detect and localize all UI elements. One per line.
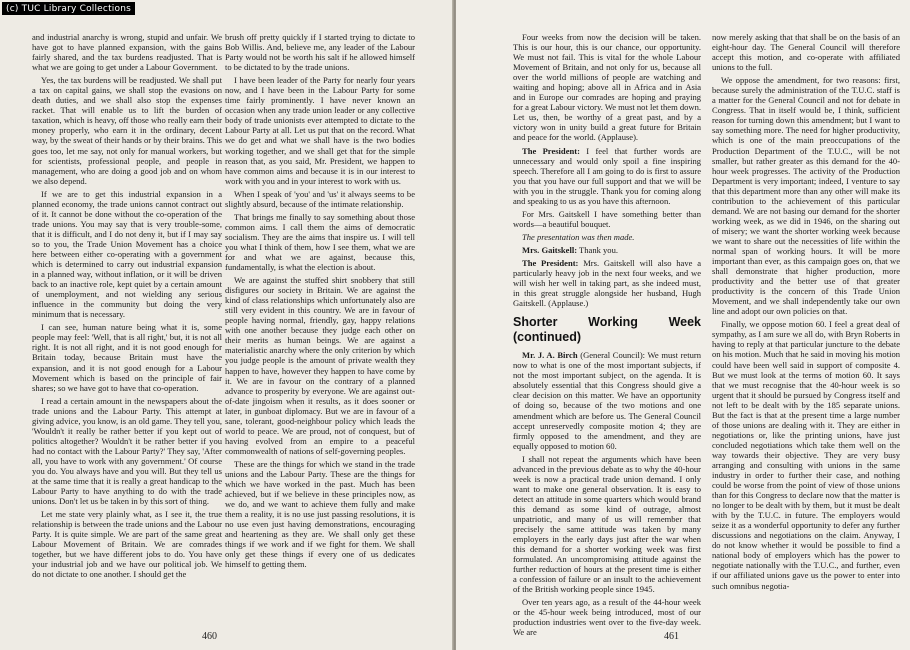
- copyright-watermark: (c) TUC Library Collections: [2, 2, 135, 15]
- speaker-name: Mr. J. A. Birch: [522, 350, 578, 361]
- paragraph: and industrial anarchy is wrong, stupid and unfair. We have got to have planned expansion, with the gains fairly shared, and the tax burdens readjusted. That is what we are going to get under a Labour Government.: [32, 32, 222, 73]
- right-page: [456, 0, 910, 650]
- speaker-name: The President:: [522, 257, 579, 268]
- paragraph: When I speak of 'you' and 'us' it always seems to be slightly absurd, because of the intimate relationship.: [225, 188, 415, 209]
- page-number-left: 460: [202, 631, 217, 642]
- paragraph: [513, 350, 701, 450]
- section-heading: Shorter Working Week (continued): [513, 315, 701, 345]
- paragraph: [513, 245, 701, 255]
- paragraph: now merely asking that that shall be on the basis of an eight-hour day. The General Council will therefore accept this motion, and co-operate with affiliated unions to the full.: [712, 32, 900, 73]
- paragraph: That brings me finally to say something about those common aims. I call them the aims of democratic socialism. They are the aims that inspire us. I will tell you what I think of them, how I see them, what we are for and what we are against, because this, fundamentally, is what the election is about.: [225, 211, 415, 273]
- left-page-column-1: [32, 32, 222, 628]
- paragraph: I shall not repeat the arguments which have been advanced in the previous debate as to why the 40-hour week is now a practical trade union demand. I only want to make one general observation. It is easy to detect an attitude in some quarters which would brand this demand as some kind of outrage, almost unpatriotic, and many of us will remember that precisely the same attitude was taken by many employers in the early days just after the war when this demand for a shorter working week was first formulated. An uncompromising attitude against the further reduction of hours at the present time is either a confession of failure or an insult to the achievement of the British working people since 1945.: [513, 453, 701, 595]
- page-number-right: 461: [664, 631, 679, 642]
- paragraph: [513, 258, 701, 308]
- paragraph: Finally, we oppose motion 60. I feel a great deal of sympathy, as I am sure we all do, with Bryn Roberts in having to reply at that particular juncture to the debate on his motion. Much that he said in moving his motion could have been well said in support of composite 4. But we must look at the terms of motion 60. It says that we must recognise that the 40-hour week is so urgent that it should be pursued by Congress itself and not left to be dealt with by the 185 separate unions. But the fact is that at the present time a large number of those unions are dealing with it. They are either in negotiations or, like the printing unions, have just concluded negotiations which take them well on the way towards their objective. They are very busy arranging and consulting with unions in the same industry in order to further their case, and nothing could be worse from the point of view of those unions than for this Congress to declare now that the matter is no longer to be dealt with by them, but it must be dealt with by the T.U.C. in future. The employers would seize it as a wonderful opportunity to defer any further discussions and negotiations on the claim. Anyway, I do not know whether it would be possible to find a national body of employers which has the power to negotiate nationally with the T.U.C., and further, even if our affiliated unions gave us the power to enter into such omnibus negotia-: [712, 319, 900, 591]
- paragraph: These are the things for which we stand in the trade unions and the Labour Party. These are the things for which we have worked in the past. Much has been achieved, but if we believe in these principles now, as we do, and we want to achieve them fully and make them a reality, it is no use just passing resolutions, it is no use even just having demonstrations, encouraging and heartening as they are. We shall only get these things if we work and if we fight for them. We shall only get these things if every one of us dedicates himself to getting them.: [225, 458, 415, 570]
- paragraph: We oppose the amendment, for two reasons: first, because surely the administration of the T.U.C. staff is a matter for the General Council and not for debate in Congress. That in itself would be, I think, sufficient reason for turning down this amendment; but I want to say something more. The need for higher productivity, which is one of the main preoccupations of the Production Department of the T.U.C., will be not smaller, but rather greater as this demand for the 40-hour week progresses. The activity of the Production Department is very important; indeed, I venture to say that this department more than any other will make its contribution to the achievement of this particular demand. We are not basing our demand for the shorter working week, as we did in 1946, on the sharing out of misery; we want the shorter working week because we want to share out the necessities of life within the normal span of working hours. It will be more important than ever, as this campaign goes on, that we shall demonstrate that higher production, more productivity and the better use of that greater productivity is the concern of this Trade Union Movement, and we shall independently take our own line and adopt our own policies on that.: [712, 75, 900, 317]
- paragraph: I have been leader of the Party for nearly four years now, and I have been in the Labour Party for some time fairly prominently. I have never known an occasion when any trade union leader or any collective body of trade unionists ever attempted to dictate to the Labour Party at all. Let us put that on the record. What we do get and what we shall have is the two bodies working together, and we shall get that for the simple reason that, as you said, Mr. President, we happen to have common aims and because it is in our interest to work with you and in your interest to work with us.: [225, 75, 415, 186]
- speech-text: I feel that further words are unnecessary and would only spoil a fine inspiring speech. Therefore all I am going to do is first to assure you that you have our full support and that we will be with you in the struggle. Thank you for coming along and speaking to us as you have this afternoon.: [513, 145, 701, 206]
- speech-text: Mrs. Gaitskell will also have a particularly heavy job in the next four weeks, and we will wish her well in taking part, as she indeed must, in this great struggle alongside her husband, Hugh Gaitskell. (Applause.): [513, 257, 702, 309]
- left-page: [0, 0, 454, 650]
- paragraph: Let me state very plainly what, as I see it, the true relationship is between the trade unions and the Labour Party. It is quite simple. We are part of the same great Labour Movement of Britain. We are comrades together, but we have different jobs to do. You have your industrial job and we have our political job. We do not dictate to one another. I should get the: [32, 509, 222, 580]
- paragraph: I read a certain amount in the newspapers about the trade unions and the Labour Party. This attempt at giving advice, you know, is an old game. They tell you, 'Wouldn't it really be rather better if you kept out of politics altogether? Wouldn't it be rather better if you had no contact with the Labour Party?' They say, 'After all, you have to work with any government.' Of course you do. You always have and you will. But they tell us at the same time that it is really a great handicap to the Labour Party to have anything to do with the trade unions. Don't let us be taken in by this sort of thing.: [32, 395, 222, 507]
- paragraph: Yes, the tax burdens will be readjusted. We shall put a tax on capital gains, we shall stop the evasions on death duties, and we shall also stop the expenses racket. That will enable us to lift the burden of taxation, which is heavy, off those who really earn their money properly, who earn it in the ordinary, decent way, by the sweat of their hands or by their brains. This goes too, let me say, not only for manual workers, but for scientists, professional people, and people in management, who are doing a good job and on whom we also depend.: [32, 75, 222, 186]
- right-page-column-2: [712, 32, 900, 628]
- speaker-name: Mrs. Gaitskell:: [522, 244, 578, 255]
- speech-text: (General Council): We must return now to what is one of the most important subjects, if not the most important subject, on the agenda. It is absolutely essential that this Congress should give a clear decision on this matter. We have an opportunity of doing so, because of the two motions and one amendment which are before us. The General Council accept unreservedly composite motion 4; they are firmly opposed to the amendment, and they are equally opposed to motion 60.: [513, 350, 701, 451]
- paragraph: For Mrs. Gaitskell I have something better than words—a beautiful bouquet.: [513, 208, 701, 229]
- paragraph: I can see, human nature being what it is, some people may feel: 'Well, that is all right,' but, it is not all right. It is not all right, and it is not good enough for Britain today, because Britain must have the expansion, and it is not good enough for a Labour Movement which is based on the principle of fair shares; so we have got to have that co-operation.: [32, 322, 222, 393]
- paragraph: If we are to get this industrial expansion in a planned economy, the trade unions cannot contract out of it. It cannot be done without the co-operation of the trade unions. You may say that is very trouble-some, that it is difficult, and I do not deny it, but if I may say so to you, the Trade Union Movement has a choice here between either co-operating with a government which is determined to carry out industrial expansion in a planned way, without inflation, or it will be driven back to an inactive role, kept quiet by a certain amount of unemployment, and not wielding any serious influence in the community but doing the very minimum that is necessary.: [32, 188, 222, 320]
- paragraph: Over ten years ago, as a result of the 44-hour week or the 45-hour week being introduced, most of our production industries went over to the five-day week. We are: [513, 597, 701, 638]
- speech-text: Thank you.: [577, 244, 618, 255]
- paragraph: brush off pretty quickly if I started trying to dictate to Bob Willis. And, believe me, any leader of the Labour Party would not be worth his salt if he allowed himself to be dictated to by the trade unions.: [225, 32, 415, 73]
- speaker-name: The President:: [522, 145, 580, 156]
- paragraph: We are against the stuffed shirt snobbery that still disfigures our society in Britain. We are against the kind of class relationships which unfortunately also are still very evident in this country. We are in favour of people having normal, friendly, gay, happy relations with one another because they judge each other on their merits as human beings. We are against a materialistic anarchy where the only criterion by which you judge people is the amount of private wealth they happen to have, however they happen to have come by it. We are in favour on the contrary of a planned advance to prosperity by everyone. We are against out-of-date jingoism when it results, as it does sooner or later, in gunboat diplomacy. But we are in favour of a sane, tolerant, good-neighbour policy which leads the world to peace. We are proud, not of conquest, but of having evolved from an empire to a peaceful commonwealth of nations of self-governing peoples.: [225, 275, 415, 456]
- paragraph: Four weeks from now the decision will be taken. This is our hour, this is our chance, our opportunity. We must not fail. This is vital for the whole Labour Movement of Britain, and not only for us, because all over the world millions of people are watching and waiting and hoping; above all in Africa and in Asia and in Europe our comrades are hoping and praying for a great Labour victory. We must not let them down. Let us, then, be worthy of a great past, and by a victory won in unity build a great future for Britain and peace for the world. (Applause).: [513, 32, 702, 143]
- stage-note: The presentation was then made.: [522, 231, 635, 242]
- left-page-column-2: [225, 32, 415, 628]
- paragraph: [513, 146, 701, 206]
